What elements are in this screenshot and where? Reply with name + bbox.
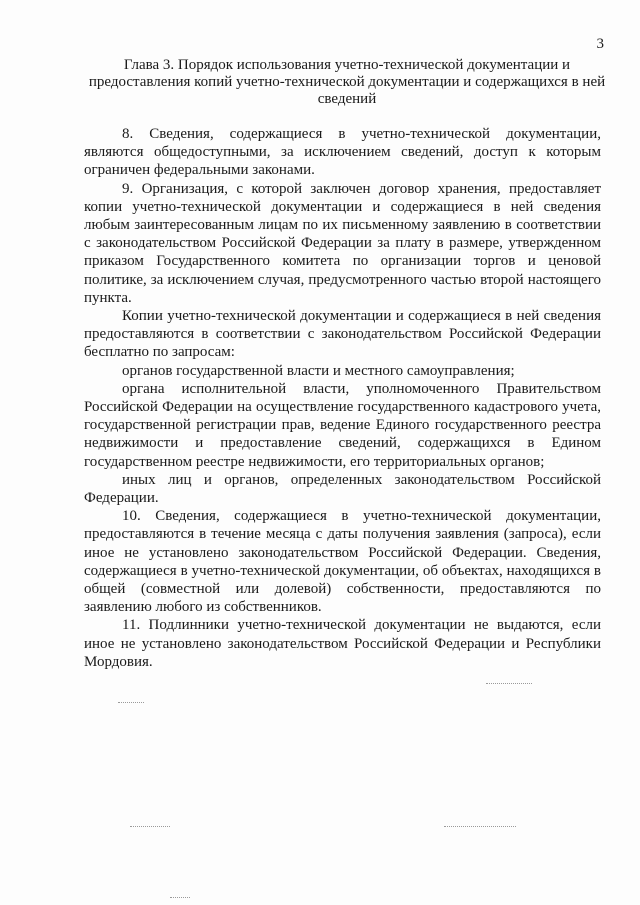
paragraph-10: 10. Сведения, содержащиеся в учетно-технической документации, предоставляются в течение месяца с даты получения заявления (запроса), если иное не установлено законодательством Российской Федерации. Сведения, содержащиеся в учетно-технической документации, об объектах, находящихся в общей (совместной или долевой) собственности, предоставляются по заявлению любого из собственников. [84,508,601,616]
page-number: 3 [596,36,604,52]
scan-artifact [444,826,516,828]
paragraph-9: 9. Организация, с которой заключен договор хранения, предоставляет копии учетно-технической документации и содержащиеся в ней сведения любым заинтересованным лицам по их письменному заявлению в соответствии с законодательством Российской Федерации за плату в размере, утвержденном приказом Государственного комитета по организации торгов и ценовой политике, за исключением случая, предусмотренного частью второй настоящего пункта. [84,180,601,306]
paragraph-free-copies: Копии учетно-технической документации и содержащиеся в ней сведения предоставляются в соответствии с законодательством Российской Федерации бесплатно по запросам: [84,308,601,361]
scan-artifact [118,702,144,704]
list-item-cadastral-authority: органа исполнительной власти, уполномоченного Правительством Российской Федерации на осуществление государственного кадастрового учета, государственной регистрации прав, ведение Единого государственного реестра недвижимости и предоставление сведений, содержащихся в Едином государственном реестре недвижимости, его территориальных органов; [84,380,601,470]
paragraph-11: 11. Подлинники учетно-технической документации не выдаются, если иное не установлено законодательством Российской Федерации и Республики Мордовия. [84,617,601,670]
scan-artifact [130,826,170,828]
chapter-title: Глава 3. Порядок использования учетно-технической документации и предоставления копий учетно-технической документации и содержащихся в ней сведений [88,57,606,107]
scan-artifact [170,897,190,899]
list-item-other-persons: иных лиц и органов, определенных законодательством Российской Федерации. [84,471,601,507]
scan-artifact [486,683,532,685]
list-item-state-authorities: органов государственной власти и местного самоуправления; [122,362,515,379]
document-body [84,125,601,671]
paragraph-8: 8. Сведения, содержащиеся в учетно-технической документации, являются общедоступными, за исключением сведений, доступ к которым ограничен федеральными законами. [84,126,601,179]
